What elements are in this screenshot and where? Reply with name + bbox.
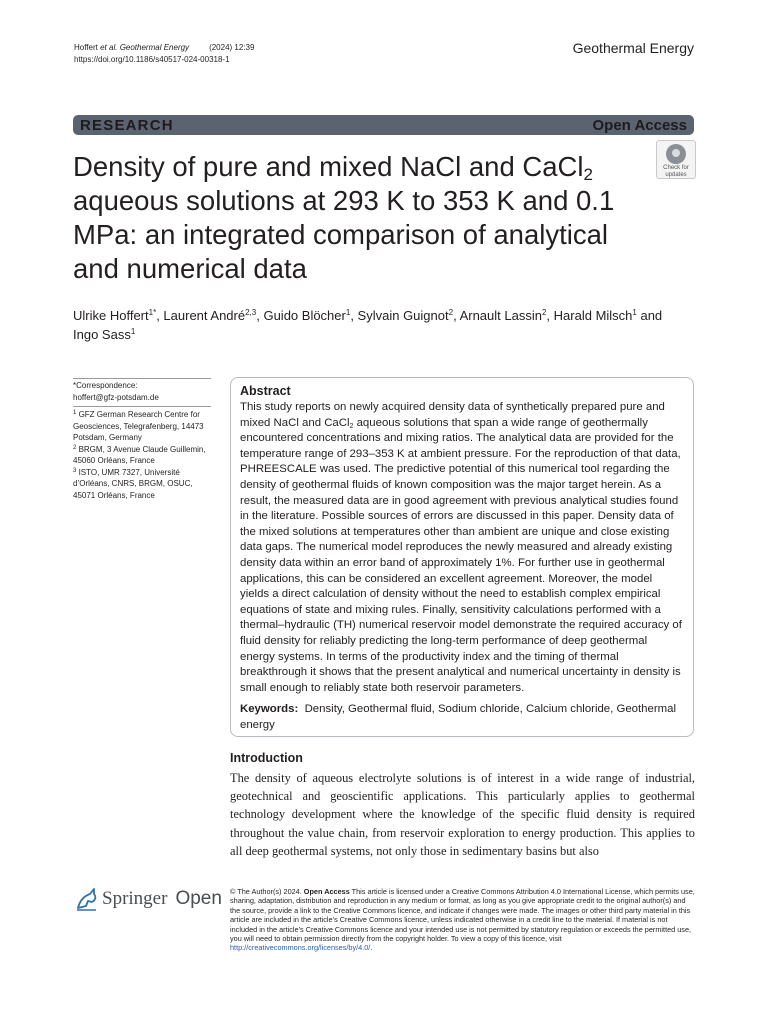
author-list: Ulrike Hoffert$^{1*}$, Laurent André$^{2,3}$, Guido Blöcher$^1$, Sylvain Guignot$^2$, Arnault Lassin$^2$, Harald Milsch$^1$ and Ingo Sass$^1$ — [73, 308, 663, 342]
author[interactable]: Guido Blöcher$^1$ — [263, 308, 351, 323]
springer-open-logo[interactable] — [74, 886, 222, 912]
article-type-label: RESEARCH — [80, 116, 174, 134]
header-etal: et al. — [100, 43, 118, 52]
affiliation: $^2$ BRGM, 3 Avenue Claude Guillemin, 45060 Orléans, France — [73, 444, 206, 465]
divider — [73, 378, 211, 379]
correspondence-email[interactable]: hoffert@gfz-potsdam.de — [73, 392, 159, 402]
license-text: © The Author(s) 2024. Open Access This article is licensed under a Creative Commons Attribution 4.0 International License, which permits use, sharing, adaptation, distribution and reproduction in any medium or format, as long as you give appropriate credit to the original author(s) and the source, provide a link to the Creative Commons licence, and indicate if changes were made. The images or other third party material in this article are included in the article’s Creative Commons licence, unless indicated otherwise in a credit line to the material. If material is not included in the article’s Creative Commons licence and your intended use is not permitted by statutory regulation or exceeds the permitted use, you will need to obtain permission directly from the copyright holder. To view a copy of this licence, visit http://creativecommons.org/licenses/by/4.0/. — [230, 887, 695, 953]
abstract-text: This study reports on newly acquired density data of synthetically prepared pure and mixed NaCl and CaCl$_2$ aqueous solutions that span a wide range of geothermally encountered concentrations and mixing ratios. The analytical data are provided for the temperature range of 293–353 K at ambient pressure. For the reproduction of that data, PHREESCALE was used. The predictive potential of this numerical tool regarding the density of geothermal fluids of known composition was the major target herein. As a result, the measured data are in good agreement with previous analytical studies found in the literature. Possible sources of errors are discussed in this paper. Density data of the mixed solutions at temperatures other than ambient are unique and close existing data gaps. The numerical model reproduces the newly measured and already existing density data within an error band of approximately 1%. For further use in geothermal applications, this can be considered an excellent agreement. Moreover, the model yields a direct calculation of density without the need to establish complex empirical equations of state and mixing rules. Finally, sensitivity calculations performed with a thermal–hydraulic (TH) numerical reservoir model demonstrate the required accuracy of fluid density for reliably predicting the long-term performance of deep geothermal energy systems. In terms of the productivity index and the timing of thermal breakthrough it shows that the present analytical and numerical uncertainty in density is small enough to reliably state both reservoir parameters. — [240, 401, 682, 694]
header-year-volume: (2024) 12:39 — [209, 43, 255, 52]
keywords-label: Keywords: — [240, 703, 299, 716]
citation — [74, 42, 254, 54]
affiliation: $^3$ ISTO, UMR 7327, Université d’Orléans, CNRS, BRGM, OSUC, 45071 Orléans, France — [73, 467, 193, 500]
introduction-text: The density of aqueous electrolyte solutions is of interest in a wide range of industrial, geotechnical and geoscientific applications. This particularly applies to geothermal technology development where the knowledge of the specific fluid density is required throughout the value chain, from reservoir exploration to energy production. This applies to all deep geothermal systems, not only those in sedimentary basins but also — [230, 771, 695, 858]
check-for-updates-badge[interactable] — [656, 140, 696, 179]
author[interactable]: Ulrike Hoffert$^{1*}$ — [73, 308, 157, 323]
check-updates-icon — [666, 144, 686, 164]
abstract-box — [230, 377, 694, 737]
author[interactable]: Harald Milsch$^1$ — [553, 308, 637, 323]
affiliation: $^1$ GFZ German Research Centre for Geosciences, Telegrafenberg, 14473 Potsdam, Germany — [73, 410, 204, 442]
author[interactable]: Sylvain Guignot$^2$ — [357, 308, 454, 323]
introduction-heading: Introduction — [230, 751, 303, 765]
title-subscript: 2 — [583, 165, 593, 184]
springer-logo-text: Springer — [102, 888, 168, 909]
abstract-heading: Abstract — [240, 384, 291, 398]
author[interactable]: Ingo Sass$^1$ — [73, 327, 136, 342]
header-authors: Hoffert — [74, 43, 98, 52]
article-type-banner — [73, 115, 694, 135]
article-title — [73, 150, 643, 286]
springer-horse-icon — [74, 886, 98, 912]
correspondence-label: *Correspondence: — [73, 381, 138, 390]
license-link[interactable]: http://creativecommons.org/licenses/by/4.0/ — [230, 943, 371, 953]
check-updates-line-2: updates — [665, 172, 687, 178]
title-part-2: aqueous solutions at 293 K to 353 K and 0.1 MPa: an integrated comparison of analytical and numerical data — [73, 185, 615, 284]
author[interactable]: Arnault Lassin$^2$ — [459, 308, 547, 323]
springer-open-text: Open — [175, 888, 222, 909]
journal-name: Geothermal Energy — [572, 40, 694, 56]
keywords — [240, 702, 684, 733]
doi-link[interactable]: https://doi.org/10.1186/s40517-024-00318-1 — [74, 55, 230, 64]
keywords-list: Density, Geothermal fluid, Sodium chloride, Calcium chloride, Geothermal energy — [240, 703, 676, 731]
title-part-1: Density of pure and mixed NaCl and CaCl — [73, 151, 584, 182]
check-updates-line-1: Check for — [663, 165, 689, 171]
running-header — [74, 42, 254, 66]
open-access-label: Open Access — [592, 116, 687, 134]
divider — [73, 406, 211, 407]
author[interactable]: Laurent André$^{2,3}$ — [163, 308, 257, 323]
correspondence-sidebar — [73, 378, 211, 501]
header-journal-italic: Geothermal Energy — [119, 43, 190, 52]
